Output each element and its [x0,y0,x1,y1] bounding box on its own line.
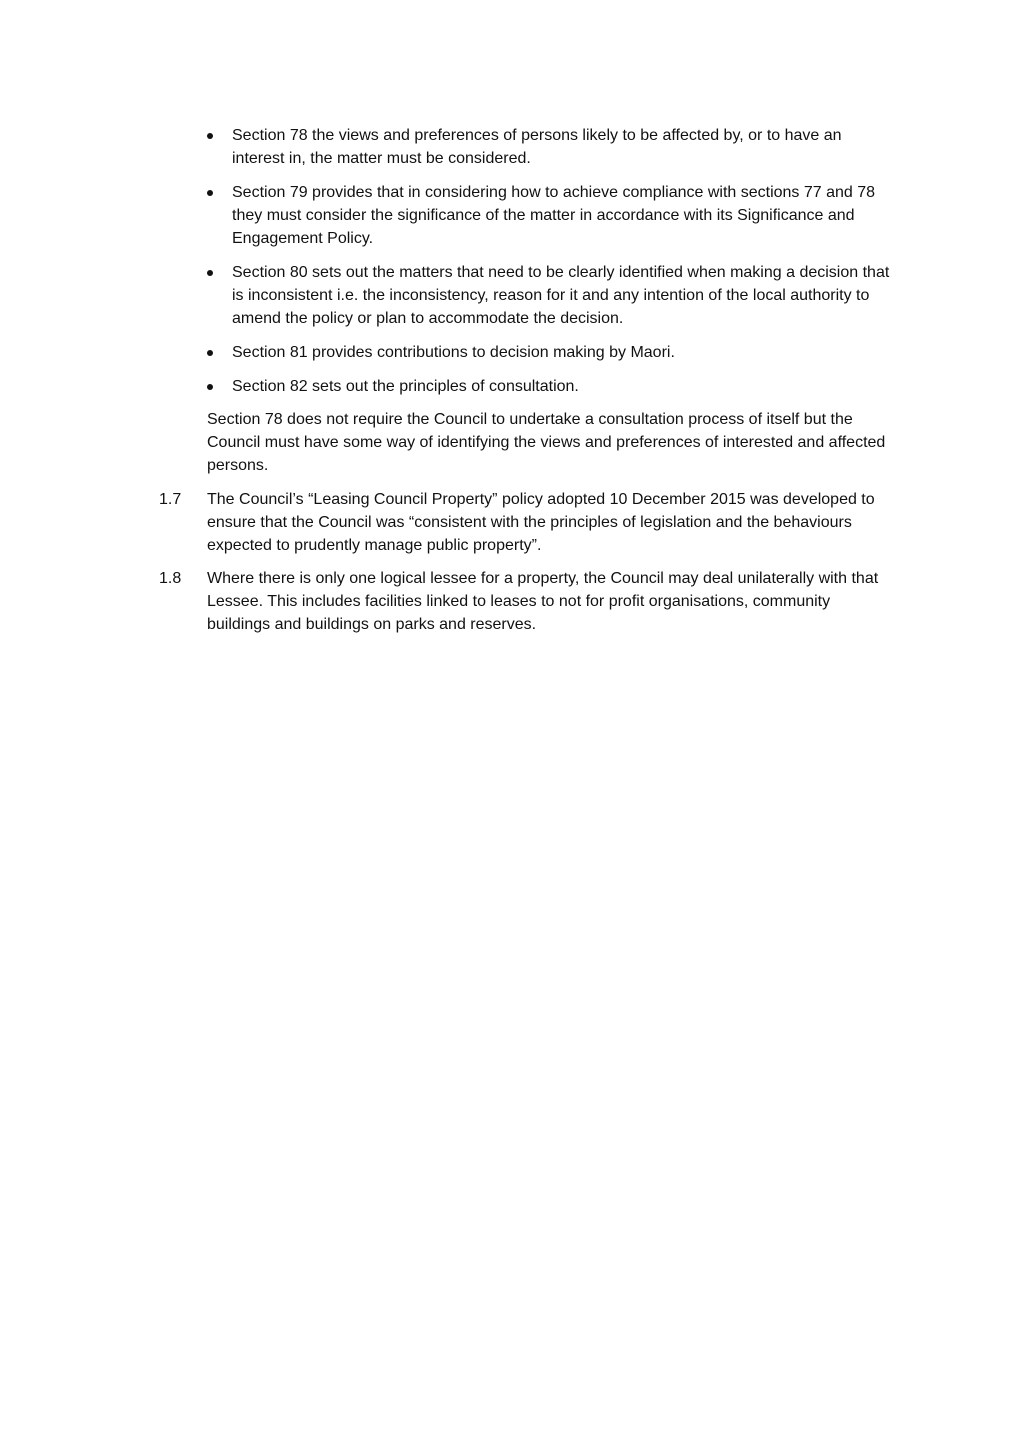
bullet-icon [207,350,213,356]
bullet-item [207,261,897,330]
section-bullet-list [207,124,897,409]
bullet-text: Section 79 provides that in considering how to achieve compliance with sections 77 and 78 they must consider the significance of the matter in accordance with its Significance and Engagement Policy. [232,184,876,247]
clause-text: Where there is only one logical lessee for a property, the Council may deal unilaterally with that Lessee. This includes facilities linked to leases to not for profit organisations, community buildings and buildings on parks and reserves. [207,570,879,633]
bullet-item [207,124,897,170]
bullet-text: Section 82 sets out the principles of consultation. [232,378,579,395]
bullet-text: Section 81 provides contributions to decision making by Maori. [232,344,675,361]
bullet-icon [207,133,213,139]
clause-text: The Council’s “Leasing Council Property” policy adopted 10 December 2015 was developed to ensure that the Council was “consistent with the principles of legislation and the behaviours expected to prudently manage public property”. [207,491,875,554]
bullet-text: Section 78 the views and preferences of persons likely to be affected by, or to have an interest in, the matter must be considered. [232,127,842,167]
bullet-item [207,181,897,250]
bullet-item [207,375,897,398]
bullet-icon [207,190,213,196]
bullet-text: Section 80 sets out the matters that need to be clearly identified when making a decision that is inconsistent i.e. the inconsistency, reason for it and any intention of the local authority to amend the policy or plan to accommodate the decision. [232,264,890,327]
bullet-item [207,341,897,364]
clause-number: 1.7 [159,491,182,508]
clause-number: 1.8 [159,570,182,587]
bullet-icon [207,270,213,276]
bullet-icon [207,384,213,390]
section-78-paragraph: Section 78 does not require the Council to undertake a consultation process of itself but the Council must have some way of identifying the views and preferences of interested and affected persons. [207,411,886,474]
